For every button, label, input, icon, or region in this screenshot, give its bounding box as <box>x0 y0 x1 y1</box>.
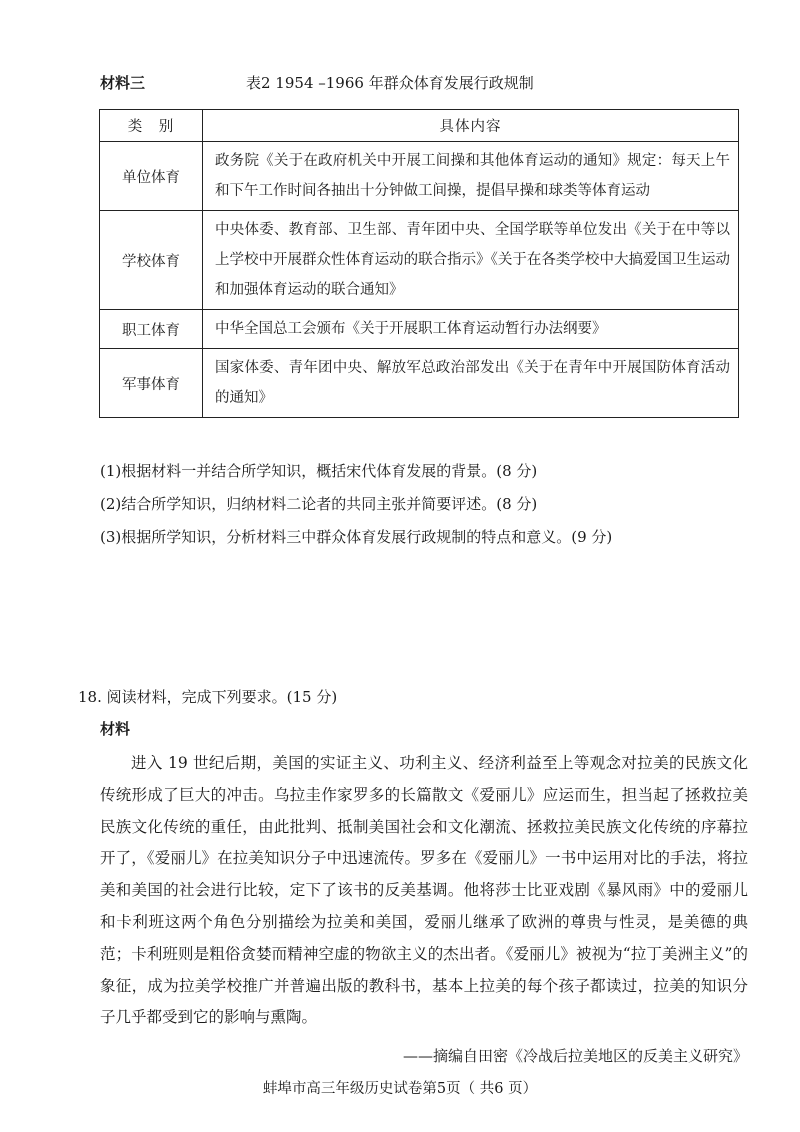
passage-citation: ——摘编自田密《冷战后拉美地区的反美主义研究》 <box>402 1047 748 1065</box>
question-item: (2)结合所学知识，归纳材料二论者的共同主张并简要评述。(8 分) <box>100 495 538 513</box>
question-item: (3)根据所学知识，分析材料三中群众体育发展行政规制的特点和意义。(9 分) <box>100 528 613 546</box>
material3-label: 材料三 <box>100 74 146 92</box>
table-row <box>100 310 739 349</box>
row-category: 学校体育 <box>100 211 203 310</box>
regulations-table <box>99 109 739 418</box>
table-row <box>100 142 739 211</box>
table-header-row <box>100 110 739 142</box>
question-item: (1)根据材料一并结合所学知识，概括宋代体育发展的背景。(8 分) <box>100 462 538 480</box>
row-content: 政务院《关于在政府机关中开展工间操和其他体育运动的通知》规定：每天上午和下午工作时间各抽出十分钟做工间操，提倡早操和球类等体育运动 <box>203 142 739 211</box>
question-18-passage: 进入 19 世纪后期，美国的实证主义、功利主义、经济利益至上等观念对拉美的民族文化传统形成了巨大的冲击。乌拉圭作家罗多的长篇散文《爱丽儿》应运而生，担当起了拯救拉美民族文化传统的重任，由此批判、抵制美国社会和文化潮流、拯救拉美民族文化传统的序幕拉开了，《爱丽儿》在拉美知识分子中迅速流传。罗多在《爱丽儿》一书中运用对比的手法，将拉美和美国的社会进行比较，定下了该书的反美基调。他将莎士比亚戏剧《暴风雨》中的爱丽儿和卡利班这两个角色分别描绘为拉美和美国，爱丽儿继承了欧洲的尊贵与性灵，是美德的典范；卡利班则是粗俗贪婪而精神空虚的物欲主义的杰出者。《爱丽儿》被视为“拉丁美洲主义”的象征，成为拉美学校推广并普遍出版的教科书，基本上拉美的每个孩子都读过，拉美的知识分子几乎都受到它的影响与熏陶。 <box>100 754 748 1027</box>
question-list <box>100 455 740 554</box>
header-category: 类 别 <box>100 110 203 142</box>
row-category: 职工体育 <box>100 310 203 349</box>
header-content: 具体内容 <box>203 110 739 142</box>
row-category: 军事体育 <box>100 349 203 418</box>
row-content: 国家体委、青年团中央、解放军总政治部发出《关于在青年中开展国防体育活动的通知》 <box>203 349 739 418</box>
row-content: 中央体委、教育部、卫生部、青年团中央、全国学联等单位发出《关于在中等以上学校中开展群众性体育运动的联合指示》《关于在各类学校中大搞爱国卫生运动和加强体育运动的联合通知》 <box>203 211 739 310</box>
table-row <box>100 211 739 310</box>
table-caption: 表2 1954 –1966 年群众体育发展行政规制 <box>246 74 534 92</box>
question-18-material-label: 材料 <box>100 720 131 738</box>
table-row <box>100 349 739 418</box>
page-footer: 蚌埠市高三年级历史试卷第5页（ 共6 页） <box>262 1081 538 1097</box>
row-content: 中华全国总工会颁布《关于开展职工体育运动暂行办法纲要》 <box>203 310 739 349</box>
row-category: 单位体育 <box>100 142 203 211</box>
question-18-heading: 18. 阅读材料，完成下列要求。(15 分) <box>78 688 338 706</box>
